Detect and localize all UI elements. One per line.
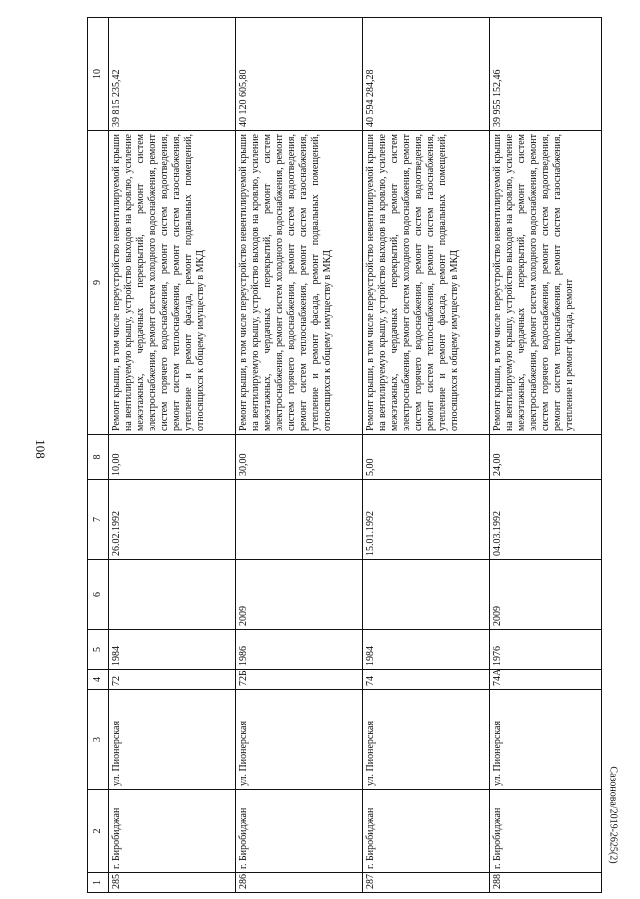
sum-cell: 40 120 605,80 [236,18,363,131]
col6-cell [363,560,490,630]
page-number: 108 [33,439,48,459]
row-number: 288 [490,873,602,893]
street-cell: ул. Пионерская [363,690,490,790]
year-cell: 1984 [363,630,490,670]
table-row [236,18,363,893]
col6-cell: 2009 [236,560,363,630]
header-cell: 9 [88,131,109,435]
header-cell: 5 [88,630,109,670]
col6-cell [109,560,236,630]
house-cell: 74А [490,670,602,690]
city-cell: г. Биробиджан [363,790,490,873]
date-cell: 26.02.1992 [109,480,236,560]
document-footer-id: Сазонова/2019-2625(2) [607,766,619,864]
house-cell: 72 [109,670,236,690]
table-row [109,18,236,893]
sum-cell: 39 815 235,42 [109,18,236,131]
col8-cell: 5,00 [363,435,490,480]
year-cell: 1984 [109,630,236,670]
description-cell: Ремонт крыши, в том числе переустройство невентилируемой крыши на вентилируемую крышу, устройство выходов на кровлю, усиление межэтажных, чердачных перекрытий, ремонт систем электроснабжения, ремонт систем холодного водоснабжения, ремонт систем горячего водоснабжения, ремонт систем водоотведения, ремонт систем теплоснабжения, ремонт систем газоснабжения, утепление и ремонт фасада, ремонт [490,131,602,435]
row-number: 287 [363,873,490,893]
date-cell [236,480,363,560]
date-cell: 04.03.1992 [490,480,602,560]
header-cell: 4 [88,670,109,690]
year-cell: 1976 [490,630,602,670]
table-row [490,18,602,893]
header-cell: 2 [88,790,109,873]
street-cell: ул. Пионерская [109,690,236,790]
sum-cell: 40 594 284,28 [363,18,490,131]
col6-cell: 2009 [490,560,602,630]
repair-table [87,17,602,893]
house-cell: 72Б [236,670,363,690]
city-cell: г. Биробиджан [236,790,363,873]
street-cell: ул. Пионерская [490,690,602,790]
col8-cell: 24,00 [490,435,602,480]
date-cell: 15.01.1992 [363,480,490,560]
description-cell: Ремонт крыши, в том числе переустройство невентилируемой крыши на вентилируемую крышу, устройство выходов на кровлю, усиление межэтажных, чердачных перекрытий, ремонт систем электроснабжения, ремонт систем холодного водоснабжения, ремонт систем горячего водоснабжения, ремонт систем водоотведения, ремонт систем теплоснабжения, ремонт систем газоснабжения, утепление и ремонт фасада, ремонт подвальных помещений, относящихся к общему имуществу в МКД [109,131,236,435]
row-number: 286 [236,873,363,893]
city-cell: г. Биробиджан [109,790,236,873]
col8-cell: 10,00 [109,435,236,480]
house-cell: 74 [363,670,490,690]
street-cell: ул. Пионерская [236,690,363,790]
header-cell: 1 [88,873,109,893]
description-cell: Ремонт крыши, в том числе переустройство невентилируемой крыши на вентилируемую крышу, устройство выходов на кровлю, усиление межэтажных, чердачных перекрытий, ремонт систем электроснабжения, ремонт систем холодного водоснабжения, ремонт систем горячего водоснабжения, ремонт систем водоотведения, ремонт систем теплоснабжения, ремонт систем газоснабжения, утепление и ремонт фасада, ремонт подвальных помещений, относящихся к общему имуществу в МКД [363,131,490,435]
year-cell: 1986 [236,630,363,670]
header-cell: 10 [88,18,109,131]
header-cell: 8 [88,435,109,480]
description-cell: Ремонт крыши, в том числе переустройство невентилируемой крыши на вентилируемую крышу, устройство выходов на кровлю, усиление межэтажных, чердачных перекрытий, ремонт систем электроснабжения, ремонт систем холодного водоснабжения, ремонт систем горячего водоснабжения, ремонт систем водоотведения, ремонт систем теплоснабжения, ремонт систем газоснабжения, утепление и ремонт фасада, ремонт подвальных помещений, относящихся к общему имуществу в МКД [236,131,363,435]
header-cell: 3 [88,690,109,790]
rotated-table-wrapper [87,18,602,893]
header-cell: 6 [88,560,109,630]
row-number: 285 [109,873,236,893]
table-row [363,18,490,893]
header-cell: 7 [88,480,109,560]
header-row [88,18,109,893]
sum-cell: 39 955 152,46 [490,18,602,131]
city-cell: г. Биробиджан [490,790,602,873]
col8-cell: 30,00 [236,435,363,480]
